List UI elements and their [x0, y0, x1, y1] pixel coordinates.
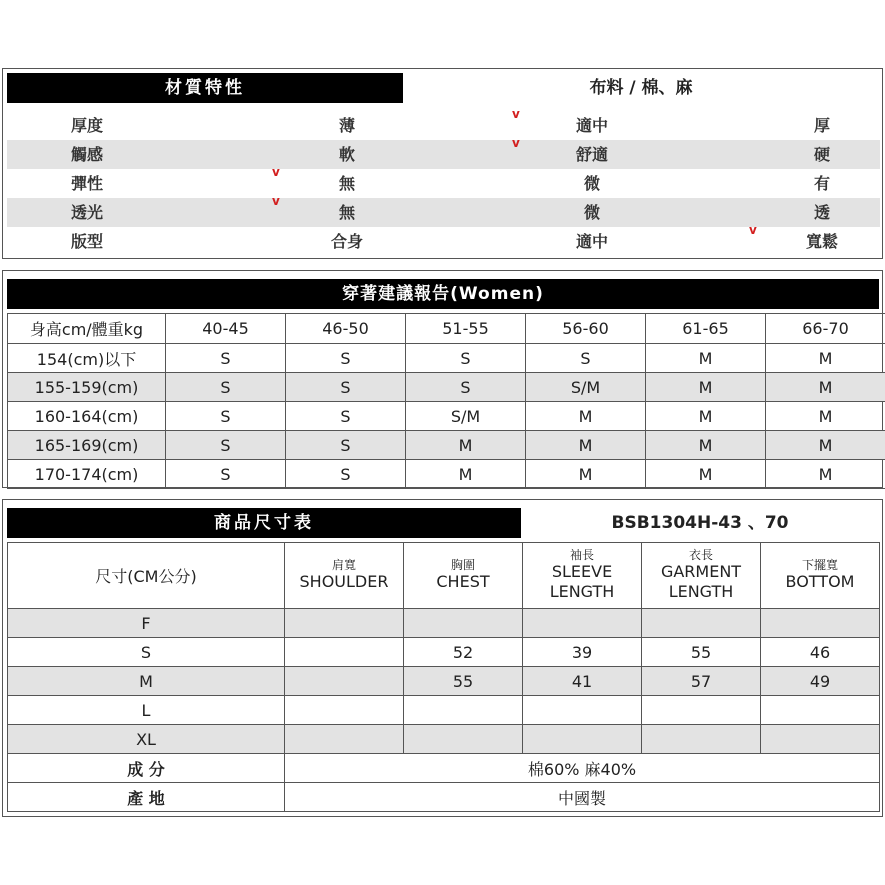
size-table-row — [8, 609, 880, 638]
wear-table-header — [8, 314, 885, 344]
bottom-header-cn: 下擺寬 — [801, 558, 838, 572]
selected-mark-icon: v — [272, 165, 280, 179]
size-suggestion-cell: M — [646, 344, 766, 373]
material-option: 舒適 — [575, 145, 608, 164]
size-suggestion-cell: S — [166, 373, 286, 402]
measurement-cell: 46 — [761, 638, 880, 667]
material-row-label: 彈性 — [70, 174, 103, 193]
chest-header — [404, 543, 523, 609]
sleeve-header — [523, 543, 642, 609]
size-suggestion-cell: S — [286, 373, 406, 402]
measurement-cell — [285, 725, 404, 754]
material-option: 適中 — [575, 116, 608, 135]
origin-label: 產 地 — [8, 783, 285, 812]
measurement-cell — [642, 609, 761, 638]
size-table-header — [8, 543, 880, 609]
material-title: 材質特性 — [7, 73, 403, 103]
material-option: 合身 — [330, 232, 363, 251]
wear-header-cell: 身高cm/體重kg — [8, 314, 166, 344]
material-option: 軟 — [338, 145, 355, 164]
wear-header-cell: 46-50 — [286, 314, 406, 344]
measurement-cell: 41 — [523, 667, 642, 696]
fabric-label: 布料 / 棉、麻 — [403, 73, 879, 103]
measurement-cell — [285, 638, 404, 667]
shoulder-header — [285, 543, 404, 609]
material-row-label: 觸感 — [70, 145, 103, 164]
material-option: 有 — [813, 174, 830, 193]
material-option: 透 — [813, 203, 830, 222]
shoulder-header-en: SHOULDER — [299, 572, 389, 591]
material-option: 硬 — [813, 145, 830, 164]
composition-value: 棉60% 麻40% — [285, 754, 880, 783]
material-option: 微 — [583, 174, 600, 193]
size-suggestion-cell: M — [766, 460, 885, 489]
product-sku: BSB1304H-43 、70 — [521, 508, 879, 538]
measurement-cell — [404, 725, 523, 754]
material-option: 微 — [583, 203, 600, 222]
size-suggestion-cell: M — [766, 431, 885, 460]
size-table-row — [8, 725, 880, 754]
origin-label-row — [8, 783, 880, 812]
size-chart-title: 商品尺寸表 — [7, 508, 521, 538]
material-option: 適中 — [575, 232, 608, 251]
wear-table — [7, 313, 885, 489]
shoulder-header-cn: 肩寬 — [331, 558, 356, 572]
garment-header-cn: 衣長 — [688, 548, 713, 562]
material-row — [7, 223, 880, 256]
size-suggestion-cell: M — [406, 460, 526, 489]
sleeve-header-en1: SLEEVE — [551, 562, 613, 581]
measurement-cell — [642, 696, 761, 725]
height-range-cell: 154(cm)以下 — [8, 344, 166, 373]
size-suggestion-cell: S — [166, 402, 286, 431]
selected-mark-icon: v — [272, 194, 280, 208]
measurement-cell — [642, 725, 761, 754]
size-suggestion-cell: M — [526, 460, 646, 489]
size-suggestion-cell: M — [646, 373, 766, 402]
measurement-cell: 55 — [404, 667, 523, 696]
size-label-cell: S — [8, 638, 285, 667]
size-suggestion-cell: M — [766, 402, 885, 431]
measurement-cell — [404, 609, 523, 638]
chest-header-en: CHEST — [436, 572, 490, 591]
measurement-cell: 55 — [642, 638, 761, 667]
measurement-cell — [285, 696, 404, 725]
size-table-row — [8, 696, 880, 725]
material-option: 無 — [338, 174, 355, 193]
chest-header-cn: 胸圍 — [450, 558, 475, 572]
garment-header-en1: GARMENT — [660, 562, 742, 581]
material-option: 無 — [338, 203, 355, 222]
material-row-label: 版型 — [70, 232, 103, 251]
size-suggestion-cell: M — [526, 402, 646, 431]
wear-header-cell: 66-70 — [766, 314, 885, 344]
material-option: 寬鬆 — [805, 232, 838, 251]
size-chart-panel — [2, 499, 883, 817]
size-suggestion-cell: S — [166, 344, 286, 373]
material-panel — [2, 68, 883, 259]
selected-mark-icon: v — [749, 223, 757, 237]
wear-header-cell: 40-45 — [166, 314, 286, 344]
wear-title: 穿著建議報告(Women) — [7, 279, 879, 309]
size-table-row — [8, 638, 880, 667]
size-suggestion-cell: M — [526, 431, 646, 460]
size-suggestion-cell: S — [406, 344, 526, 373]
measurement-cell — [285, 609, 404, 638]
material-row-label: 厚度 — [70, 116, 103, 135]
measurement-cell — [761, 696, 880, 725]
sleeve-header-en2: LENGTH — [549, 582, 615, 601]
size-suggestion-cell: S/M — [526, 373, 646, 402]
composition-label: 成 分 — [8, 754, 285, 783]
size-suggestion-cell: M — [766, 344, 885, 373]
size-header: 尺寸(CM公分) — [8, 543, 285, 609]
wear-table-row — [8, 460, 885, 489]
material-option: 薄 — [338, 116, 355, 135]
height-range-cell: 160-164(cm) — [8, 402, 166, 431]
material-option: 厚 — [813, 116, 830, 135]
composition-label-row — [8, 754, 880, 783]
wear-table-row — [8, 344, 885, 373]
size-label-cell: F — [8, 609, 285, 638]
size-suggestion-cell: S — [286, 460, 406, 489]
measurement-cell — [761, 725, 880, 754]
size-suggestion-cell: M — [406, 431, 526, 460]
size-suggestion-cell: S — [286, 431, 406, 460]
selected-mark-icon: v — [512, 107, 520, 121]
origin-value: 中國製 — [285, 783, 880, 812]
bottom-header-en: BOTTOM — [785, 572, 855, 591]
size-suggestion-cell: M — [646, 431, 766, 460]
measurement-cell — [523, 696, 642, 725]
wear-suggestion-panel — [2, 270, 883, 488]
height-range-cell: 165-169(cm) — [8, 431, 166, 460]
garment-header — [642, 543, 761, 609]
wear-table-row — [8, 373, 885, 402]
measurement-cell: 39 — [523, 638, 642, 667]
selected-mark-icon: v — [512, 136, 520, 150]
bottom-header — [761, 543, 880, 609]
measurement-cell: 52 — [404, 638, 523, 667]
measurement-cell — [404, 696, 523, 725]
measurement-cell: 49 — [761, 667, 880, 696]
size-suggestion-cell: S — [166, 431, 286, 460]
size-label-cell: L — [8, 696, 285, 725]
size-suggestion-cell: S — [286, 344, 406, 373]
size-label-cell: XL — [8, 725, 285, 754]
material-row — [7, 136, 880, 169]
size-table-row — [8, 667, 880, 696]
measurement-cell: 57 — [642, 667, 761, 696]
wear-header-cell: 61-65 — [646, 314, 766, 344]
wear-header-cell: 51-55 — [406, 314, 526, 344]
size-suggestion-cell: M — [766, 373, 885, 402]
material-row-label: 透光 — [70, 203, 103, 222]
wear-table-row — [8, 431, 885, 460]
measurement-cell — [523, 609, 642, 638]
material-row — [7, 107, 880, 140]
measurement-cell — [523, 725, 642, 754]
wear-table-row — [8, 402, 885, 431]
size-suggestion-cell: S — [406, 373, 526, 402]
sleeve-header-cn: 袖長 — [569, 548, 594, 562]
size-suggestion-cell: S — [526, 344, 646, 373]
garment-header-en2: LENGTH — [668, 582, 734, 601]
height-range-cell: 155-159(cm) — [8, 373, 166, 402]
height-range-cell: 170-174(cm) — [8, 460, 166, 489]
measurement-cell — [285, 667, 404, 696]
size-suggestion-cell: S — [166, 460, 286, 489]
size-suggestion-cell: M — [646, 402, 766, 431]
size-suggestion-cell: S — [286, 402, 406, 431]
size-table — [7, 542, 880, 812]
measurement-cell — [761, 609, 880, 638]
size-suggestion-cell: S/M — [406, 402, 526, 431]
material-row — [7, 165, 880, 198]
size-label-cell: M — [8, 667, 285, 696]
wear-header-cell: 56-60 — [526, 314, 646, 344]
size-suggestion-cell: M — [646, 460, 766, 489]
